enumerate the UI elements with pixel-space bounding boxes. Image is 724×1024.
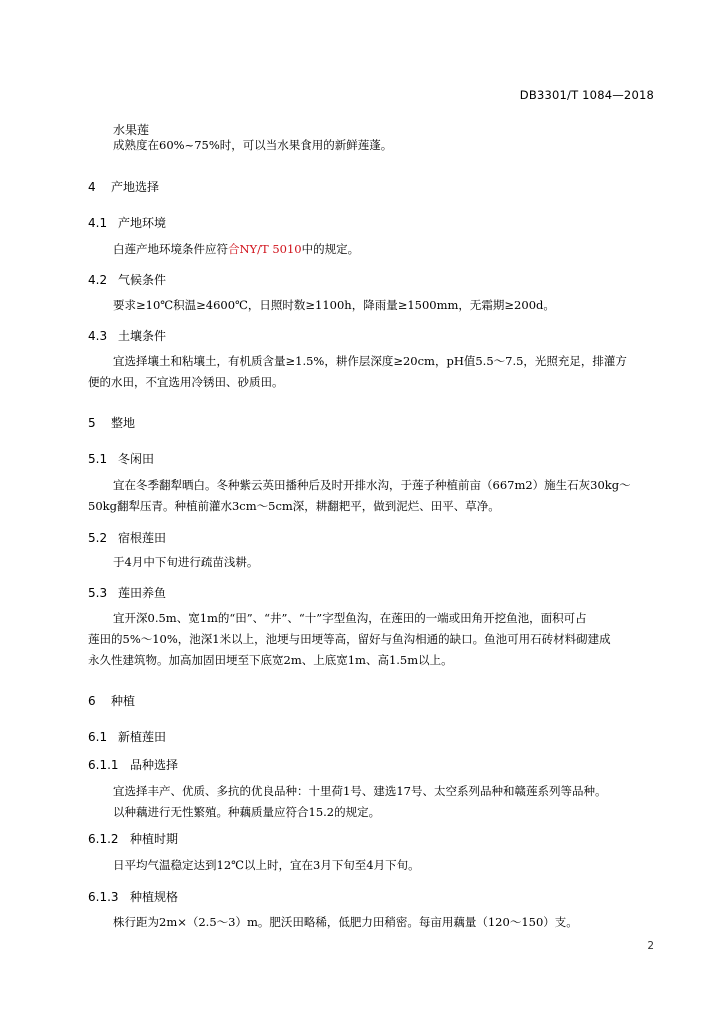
- section-4-2-heading: [88, 271, 166, 288]
- section-number: 4: [88, 180, 96, 194]
- section-title: 宿根莲田: [118, 531, 167, 545]
- section-5-1-heading: [88, 450, 154, 467]
- document-code: DB3301/T 1084—2018: [519, 88, 654, 102]
- section-6-1-1-text-line1: 宜选择丰产、优质、多抗的优良品种：十里荷1号、建选17号、太空系列品种和赣莲系列等品种。: [113, 784, 607, 798]
- section-title: 品种选择: [130, 758, 179, 772]
- section-number: 5.1: [88, 452, 108, 466]
- section-number: 6.1.3: [88, 890, 119, 904]
- section-number: 6.1.2: [88, 832, 119, 846]
- section-6-heading: [88, 692, 135, 709]
- section-5-3-text-line1: 宜开深0.5m、宽1m的“田”、“井”、“十”字型鱼沟，在莲田的一端或田角开挖鱼池，面积可占: [113, 611, 587, 625]
- section-6-1-2-heading: [88, 830, 178, 847]
- section-title: 莲田养鱼: [118, 586, 167, 600]
- section-6-1-3-heading: [88, 888, 178, 905]
- section-6-1-1-heading: [88, 756, 178, 773]
- section-4-3-heading: [88, 327, 166, 344]
- section-title: 冬闲田: [118, 452, 155, 466]
- section-title: 气候条件: [118, 273, 167, 287]
- section-number: 4.1: [88, 216, 108, 230]
- section-4-3-text-line2: 便的水田，不宜选用冷锈田、砂质田。: [88, 375, 284, 389]
- section-5-3-text-line2: 莲田的5%～10%，池深1米以上，池埂与田埂等高，留好与鱼沟相通的缺口。鱼池可用石砖材料砌建成: [88, 632, 611, 646]
- section-6-1-3-text: 株行距为2m×（2.5～3）m。肥沃田略稀，低肥力田稍密。每亩用藕量（120～150）支。: [113, 915, 578, 929]
- page-number: 2: [647, 940, 654, 952]
- section-number: 4.2: [88, 273, 108, 287]
- section-5-3-heading: [88, 584, 166, 601]
- section-title: 新植莲田: [118, 730, 167, 744]
- section-title: 种植时期: [130, 832, 179, 846]
- section-6-1-2-text: 日平均气温稳定达到12℃以上时，宜在3月下旬至4月下旬。: [113, 858, 420, 872]
- text-segment: 中的规定。: [301, 242, 360, 256]
- section-4-2-text: 要求≥10℃积温≥4600℃，日照时数≥1100h，降雨量≥1500mm，无霜期≥200d。: [113, 298, 555, 312]
- section-number: 6: [88, 694, 96, 708]
- section-5-2-text: 于4月中下旬进行疏苗浅耕。: [113, 555, 259, 569]
- section-number: 4.3: [88, 329, 108, 343]
- term-fruit-lotus: 水果莲: [113, 123, 150, 137]
- term-definition: 成熟度在60%~75%时，可以当水果食用的新鲜莲蓬。: [113, 138, 393, 152]
- section-5-2-heading: [88, 529, 166, 546]
- section-5-1-text-line2: 50kg翻犁压青。种植前灌水3cm～5cm深，耕翻耙平，做到泥烂、田平、草净。: [88, 499, 500, 513]
- section-5-heading: [88, 414, 135, 431]
- section-4-1-text: [113, 239, 359, 260]
- section-title: 种植规格: [130, 890, 179, 904]
- section-title: 种植: [111, 694, 136, 708]
- section-4-3-text-line1: 宜选择壤土和粘壤土，有机质含量≥1.5%，耕作层深度≥20cm，pH值5.5～7.5，光照充足，排灌方: [113, 354, 627, 368]
- section-4-heading: [88, 178, 159, 195]
- section-number: 6.1.1: [88, 758, 119, 772]
- section-number: 6.1: [88, 730, 108, 744]
- section-title: 产地选择: [111, 180, 160, 194]
- section-title: 产地环境: [118, 216, 167, 230]
- section-number: 5.2: [88, 531, 108, 545]
- standard-reference-link[interactable]: 合NY/T 5010: [228, 242, 302, 256]
- section-title: 整地: [111, 416, 136, 430]
- section-6-1-heading: [88, 728, 166, 745]
- section-title: 土壤条件: [118, 329, 167, 343]
- section-5-1-text-line1: 宜在冬季翻犁晒白。冬种紫云英田播种后及时开排水沟，于莲子种植前亩（667m2）施生石灰30kg～: [113, 478, 631, 492]
- section-5-3-text-line3: 永久性建筑物。加高加固田埂至下底宽2m、上底宽1m、高1.5m以上。: [88, 653, 453, 667]
- section-4-1-heading: [88, 214, 166, 231]
- section-number: 5.3: [88, 586, 108, 600]
- section-number: 5: [88, 416, 96, 430]
- text-segment: 白莲产地环境条件应符: [113, 242, 228, 256]
- section-6-1-1-text-line2: 以种藕进行无性繁殖。种藕质量应符合15.2的规定。: [113, 805, 381, 819]
